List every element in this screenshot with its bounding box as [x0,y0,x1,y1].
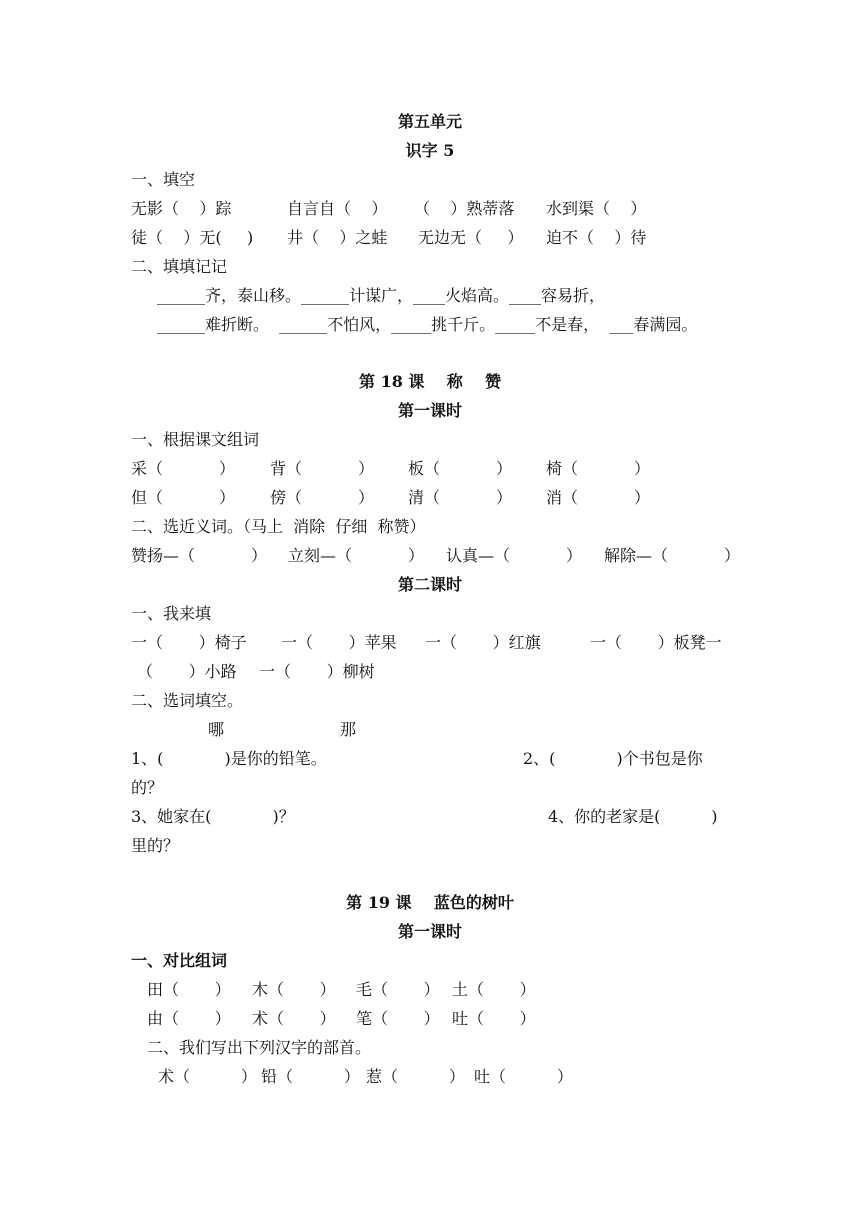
sentence-item: 2、( )个书包是你 [523,749,703,768]
compare-item: 毛（ ） [356,980,440,999]
synonym-item: 立刻—（ ） [288,546,424,565]
section-heading: 二、选词填空。 [131,691,244,710]
sentence-item: 1、( )是你的铅笔。 [131,749,327,768]
compare-item: 由（ ） [147,1009,231,1028]
fill-item: 井（ ）之蛙 [287,228,388,247]
unit-subtitle: 识字 5 [405,141,455,160]
word-item: 但（ ） [131,488,235,507]
period-title: 第一课时 [397,401,462,420]
measure-item: 一（ ）柳树 [259,662,375,681]
period-title: 第一课时 [397,922,462,941]
word-choice: 那 [340,720,357,739]
compare-item: 术（ ） [252,1009,336,1028]
sentence-item-continued: 的？ [131,778,164,797]
fill-item: 迫不（ ）待 [546,228,647,247]
compare-item: 笔（ ） [356,1009,440,1028]
sentence-item: 3、她家在( )？ [131,807,295,826]
measure-item: 一（ ）板凳一 [590,633,722,652]
word-item: 消（ ） [546,488,650,507]
word-item: 采（ ） [131,459,235,478]
fill-item: 水到渠（ ） [546,199,647,218]
section-heading: 一、填空 [131,170,196,189]
synonym-item: 解除—（ ） [604,546,740,565]
unit-title: 第五单元 [397,112,462,131]
measure-item: 一（ ）红旗 [425,633,541,652]
word-item: 傍（ ） [270,488,374,507]
word-item: 清（ ） [408,488,512,507]
radical-item: 吐（ ） [474,1067,573,1086]
fill-item: 无边无（ ） [418,228,524,247]
period-title: 第二课时 [397,575,462,594]
measure-item: 一（ ）苹果 [281,633,397,652]
compare-item: 木（ ） [252,980,336,999]
section-heading: 二、填填记记 [131,257,228,276]
word-item: 板（ ） [408,459,512,478]
section-heading: 一、根据课文组词 [131,430,260,449]
proverb-line: ______齐，泰山移。______计谋广，____火焰高。____容易折， [157,286,606,305]
section-heading: 二、选近义词。（马上 消除 仔细 称赞） [131,517,426,536]
lesson-title: 第 18 课 称 赞 [359,372,501,391]
measure-item: 一（ ）椅子 [131,633,247,652]
section-heading: 一、我来填 [131,604,212,623]
proverb-line: ______难折断。 ______不怕风，_____挑千斤。_____不是春， ___春满园。 [157,315,698,334]
radical-item: 术（ ） [158,1067,257,1086]
synonym-item: 认真—（ ） [446,546,582,565]
word-choice: 哪 [208,720,225,739]
word-item: 椅（ ） [546,459,650,478]
compare-item: 田（ ） [147,980,231,999]
lesson-title: 第 19 课 蓝色的树叶 [346,893,514,912]
radical-item: 铅（ ） [261,1067,360,1086]
fill-item: 徒（ ）无( ) [131,228,254,247]
compare-item: 土（ ） [452,980,536,999]
fill-item: 自言自（ ） [287,199,388,218]
measure-item: （ ）小路 [137,662,237,681]
section-heading: 二、我们写出下列汉字的部首。 [147,1038,372,1057]
sentence-item: 4、你的老家是( ) [548,807,718,826]
section-heading: 一、对比组词 [131,951,228,970]
synonym-item: 赞扬—（ ） [131,546,267,565]
sentence-item-continued: 里的？ [131,836,180,855]
word-item: 背（ ） [270,459,374,478]
fill-item: （ ）熟蒂落 [414,199,515,218]
compare-item: 吐（ ） [452,1009,536,1028]
fill-item: 无影（ ）踪 [131,199,232,218]
radical-item: 惹（ ） [366,1067,465,1086]
